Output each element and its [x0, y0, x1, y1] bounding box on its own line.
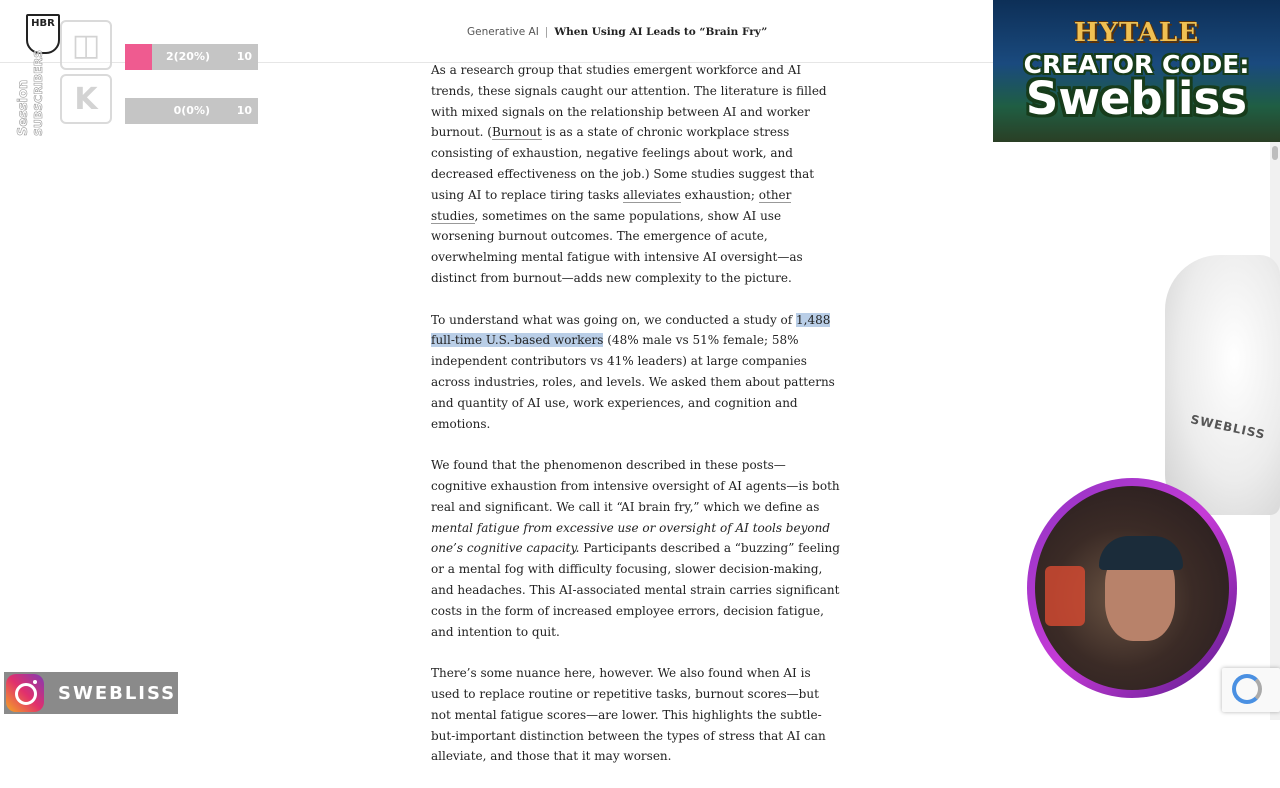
twitch-icon: ◫ [60, 20, 112, 70]
instagram-icon [6, 674, 44, 712]
highlighted-text: 1,488 full-time U.S.-based workers [431, 312, 831, 348]
instagram-handle: SWEBLISS [58, 682, 177, 704]
gaming-chair [1165, 255, 1280, 515]
instagram-tag [4, 672, 178, 714]
text: We found that the phenomenon described in these posts—cognitive exhaustion from intensive oversight of AI agents—is both real and significant. We call it “AI brain fry,” which we define as [431, 458, 840, 514]
text: , sometimes on the same populations, show AI use worsening burnout outcomes. The emergence of acute, overwhelming mental fatigue with intensive AI oversight—as distinct from burnout—adds new complexity to the picture. [431, 208, 803, 285]
recaptcha-badge[interactable] [1222, 668, 1280, 712]
scrollbar-thumb[interactable] [1272, 146, 1278, 160]
session-text: Session [16, 79, 31, 136]
twitch-count: 2(20%) [165, 50, 210, 63]
paragraph-3 [431, 455, 841, 642]
paragraph-4: There’s some nuance here, however. We also found when AI is used to replace routine or repetitive tasks, burnout scores—but not mental fatigue scores—are lower. This highlights the subtle-but-important distinction between the types of stress that AI can alleviate, and those that it may worsen. [431, 666, 826, 764]
kick-count: 0(0%) [173, 104, 210, 117]
article-title: When Using AI Leads to “Brain Fry” [554, 26, 768, 38]
twitch-progress-fill [125, 44, 152, 70]
kick-poll-row [60, 81, 252, 117]
recaptcha-icon [1232, 674, 1262, 704]
webcam-feed [1035, 486, 1229, 690]
game-logo: HYTALE [1073, 18, 1200, 48]
category-link[interactable]: Generative AI [467, 26, 539, 38]
article-body [431, 60, 841, 788]
session-subscribers-label [14, 40, 54, 140]
creator-code-banner [993, 0, 1280, 142]
text: exhaustion; [680, 187, 759, 202]
text: (48% male vs 51% female; 58% independent contributors vs 41% leaders) at large companies across industries, roles, and levels. We asked them about patterns and quantity of AI use, work experiences, and cognition and emotions. [431, 333, 835, 431]
background-light [1045, 566, 1085, 626]
definition-text: mental fatigue from excessive use or oversight of AI tools beyond one’s cognitive capacity. [431, 520, 830, 556]
kick-icon: K [60, 74, 112, 124]
text: is as a state of chronic workplace stress consisting of exhaustion, negative feelings about work, and decreased effectiveness on the job.) Some studies suggest that using AI to replace tiring tasks [431, 125, 815, 202]
text: To understand what was going on, we conducted a study of [431, 312, 797, 327]
paragraph-1 [431, 60, 841, 289]
twitch-poll-row [60, 27, 252, 63]
twitch-progress-bar [125, 44, 258, 70]
creator-code-value: Swebliss [1025, 72, 1248, 125]
other-studies-link[interactable]: other studies [431, 187, 792, 223]
alleviates-link[interactable]: alleviates [623, 187, 681, 202]
paragraph-2 [431, 310, 841, 435]
creator-code-label: CREATOR CODE: [1023, 50, 1250, 79]
text: Participants described a “buzzing” feeling or a mental fog with difficulty focusing, slower decision-making, and headaches. This AI-associated mental strain carries significant costs in the form of increased employee errors, decision fatigue, and intention to quit. [431, 541, 840, 639]
subscribers-text: SUBSCRIBERS [32, 49, 45, 136]
kick-progress-bar [125, 98, 258, 124]
kick-goal: 10 [236, 104, 252, 117]
twitch-goal: 10 [236, 50, 252, 63]
burnout-link[interactable]: Burnout [491, 125, 542, 140]
logo-text: HBR [31, 18, 55, 29]
streamer-cap [1099, 536, 1183, 570]
breadcrumb [467, 26, 767, 38]
chair-brand-text: SWEBLISS [1189, 412, 1267, 442]
text: As a research group that studies emergent workforce and AI trends, these signals caught our attention. The literature is filled with mixed signals on the relationship between AI and worker burnout. ( [431, 63, 827, 140]
breadcrumb-separator: | [544, 26, 549, 38]
